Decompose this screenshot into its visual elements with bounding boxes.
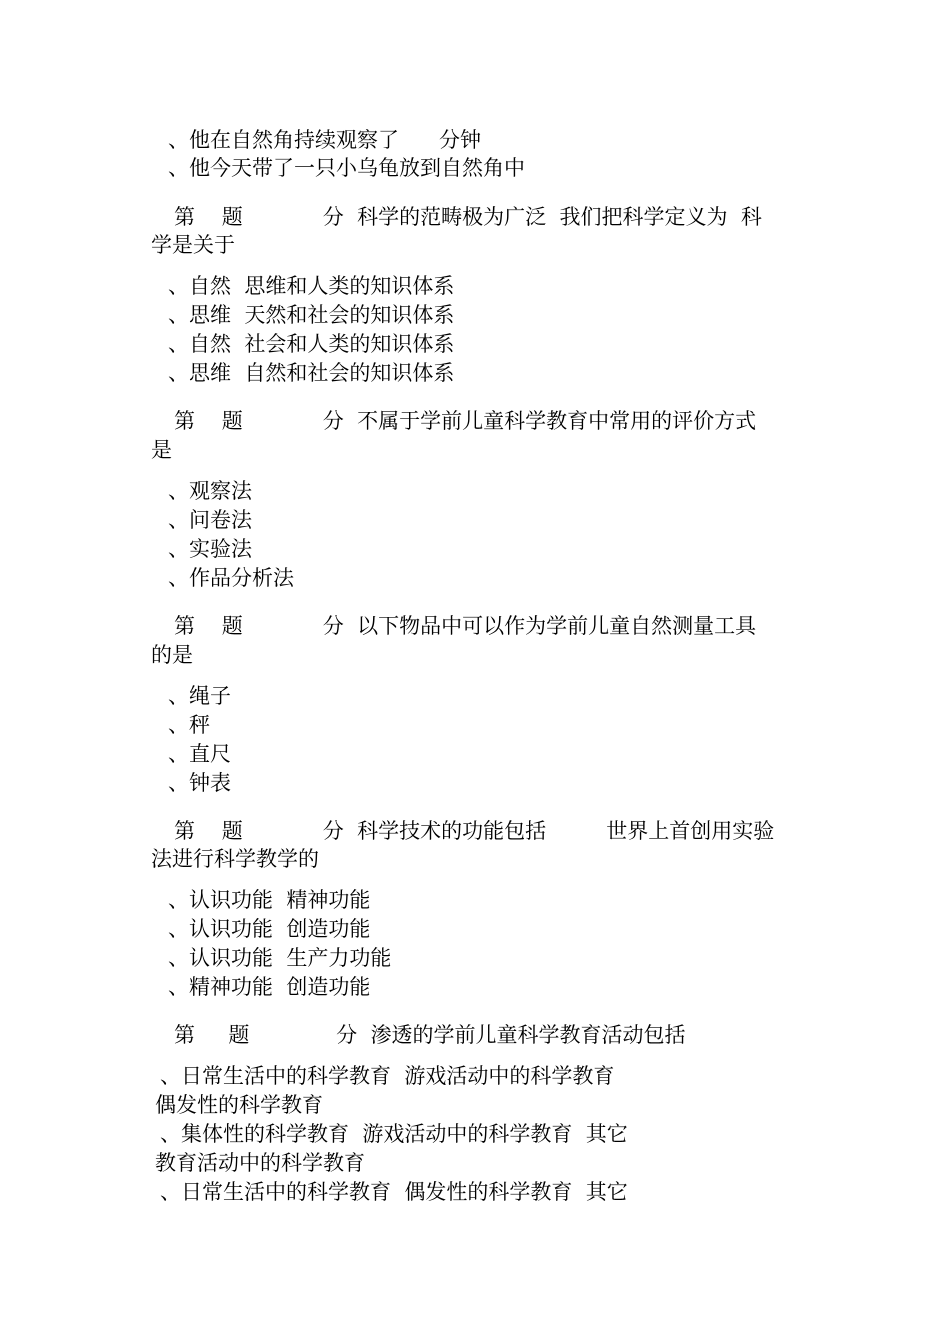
- option-line: 、认识功能 生产力功能: [168, 946, 392, 970]
- option-line: 、日常生活中的科学教育 偶发性的科学教育 其它: [160, 1180, 628, 1204]
- option-line: 、认识功能 创造功能: [168, 917, 371, 941]
- question-line: 第 题 分 科学的范畴极为广泛 我们把科学定义为 科: [174, 205, 762, 229]
- option-line: 、认识功能 精神功能: [168, 888, 371, 912]
- option-line: 、绳子: [168, 684, 231, 708]
- option-line: 教育活动中的科学教育: [155, 1151, 365, 1175]
- option-line: 、问卷法: [168, 508, 252, 532]
- option-line: 、他今天带了一只小乌龟放到自然角中: [168, 156, 525, 180]
- option-line: 、思维 天然和社会的知识体系: [168, 303, 455, 327]
- question-line: 第 题 分 渗透的学前儿童科学教育活动包括: [174, 1023, 686, 1047]
- option-line: 、自然 社会和人类的知识体系: [168, 332, 455, 356]
- option-line: 、观察法: [168, 479, 252, 503]
- question-line: 学是关于: [151, 233, 235, 257]
- option-line: 、日常生活中的科学教育 游戏活动中的科学教育: [160, 1064, 615, 1088]
- option-line: 、作品分析法: [168, 566, 294, 590]
- question-line: 第 题 分 以下物品中可以作为学前儿童自然测量工具: [174, 614, 757, 638]
- option-line: 、实验法: [168, 537, 252, 561]
- option-line: 、思维 自然和社会的知识体系: [168, 361, 455, 385]
- option-line: 、他在自然角持续观察了 分钟: [168, 128, 482, 152]
- question-line: 第 题 分 科学技术的功能包括 世界上首创用实验: [174, 819, 775, 843]
- option-line: 、直尺: [168, 742, 231, 766]
- option-line: 、钟表: [168, 771, 231, 795]
- option-line: 、精神功能 创造功能: [168, 975, 371, 999]
- option-line: 偶发性的科学教育: [155, 1093, 323, 1117]
- question-line: 第 题 分 不属于学前儿童科学教育中常用的评价方式: [174, 409, 757, 433]
- question-line: 法进行科学教学的: [151, 847, 319, 871]
- option-line: 、秤: [168, 713, 210, 737]
- option-line: 、集体性的科学教育 游戏活动中的科学教育 其它: [160, 1122, 628, 1146]
- question-line: 的是: [151, 643, 193, 667]
- option-line: 、自然 思维和人类的知识体系: [168, 274, 455, 298]
- question-line: 是: [151, 438, 172, 462]
